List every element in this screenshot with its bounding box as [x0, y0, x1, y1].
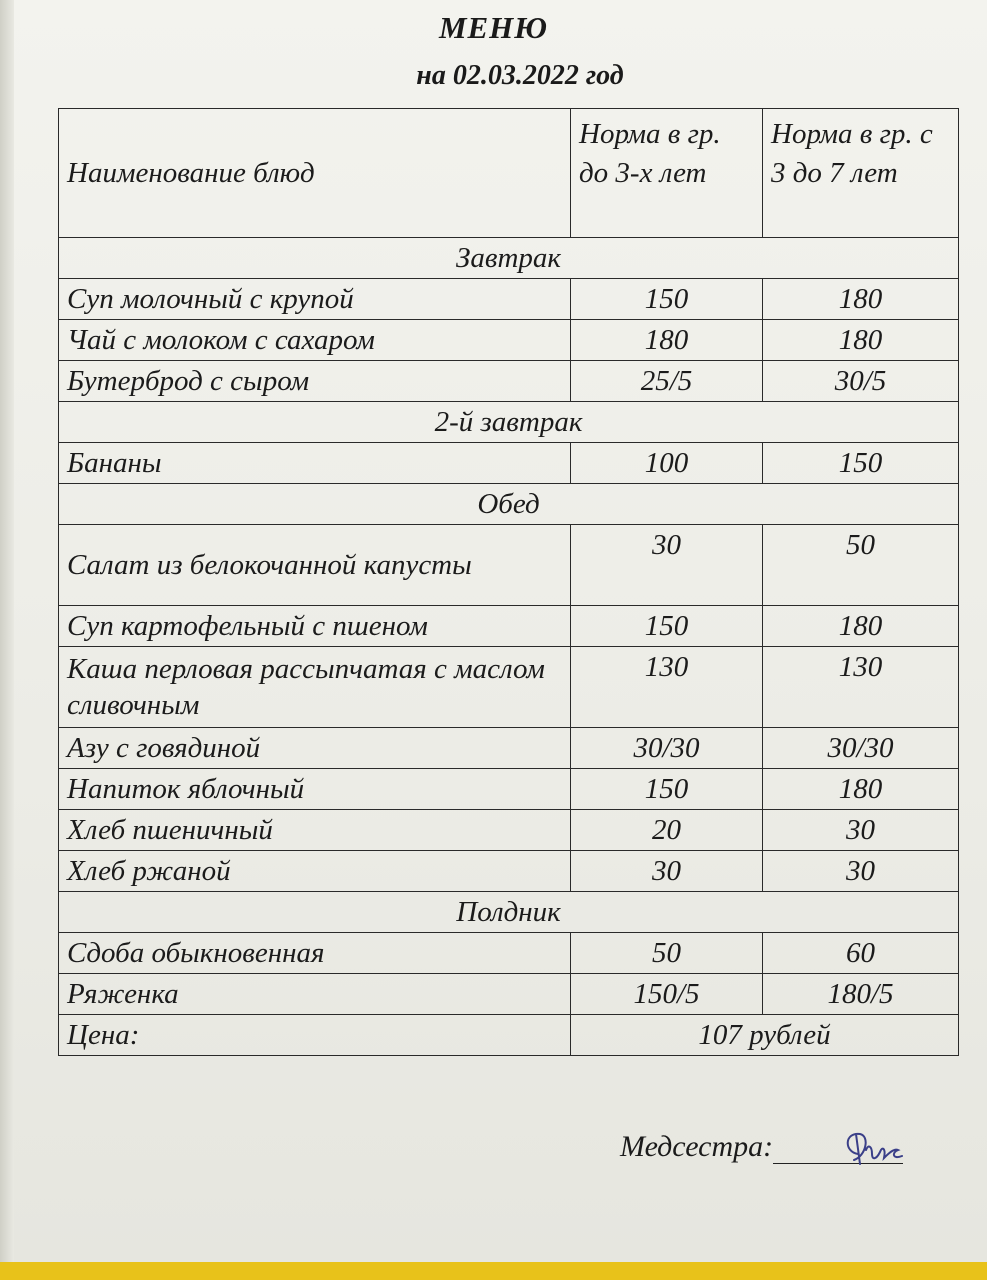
handwritten-signature [836, 1124, 916, 1174]
norm-under-3: 150/5 [571, 974, 763, 1015]
section-title-second-breakfast: 2-й завтрак [59, 402, 959, 443]
table-row [59, 974, 959, 1015]
dish-name: Сдоба обыкновенная [59, 933, 571, 974]
header-norm-under-3: Норма в гр. до 3-х лет [571, 109, 763, 238]
header-norm-3-to-7: Норма в гр. с 3 до 7 лет [763, 109, 959, 238]
menu-date: на 02.03.2022 год [416, 60, 624, 91]
nurse-label: Медсестра: [620, 1130, 774, 1163]
section-row [59, 402, 959, 443]
table-row [59, 851, 959, 892]
norm-under-3: 180 [571, 320, 763, 361]
dish-name: Каша перловая рассыпчатая с маслом сливочным [59, 647, 571, 728]
table-row [59, 606, 959, 647]
dish-name: Напиток яблочный [59, 769, 571, 810]
price-row [59, 1015, 959, 1056]
norm-under-3: 50 [571, 933, 763, 974]
yellow-background-strip [0, 1262, 987, 1280]
dish-name: Салат из белокочанной капусты [59, 525, 571, 606]
price-label: Цена: [59, 1015, 571, 1056]
norm-3-to-7: 60 [763, 933, 959, 974]
norm-under-3: 25/5 [571, 361, 763, 402]
menu-table [58, 108, 959, 1056]
section-title-afternoon-snack: Полдник [59, 892, 959, 933]
table-row [59, 525, 959, 606]
table-row [59, 647, 959, 728]
section-title-lunch: Обед [59, 484, 959, 525]
norm-3-to-7: 50 [763, 525, 959, 606]
section-title-breakfast: Завтрак [59, 238, 959, 279]
table-row [59, 361, 959, 402]
section-row [59, 484, 959, 525]
dish-name: Бутерброд с сыром [59, 361, 571, 402]
norm-under-3: 150 [571, 279, 763, 320]
norm-3-to-7: 30 [763, 810, 959, 851]
dish-name: Ряженка [59, 974, 571, 1015]
dish-name: Суп картофельный с пшеном [59, 606, 571, 647]
price-value: 107 рублей [571, 1015, 959, 1056]
norm-under-3: 30 [571, 525, 763, 606]
norm-3-to-7: 180 [763, 606, 959, 647]
table-row [59, 728, 959, 769]
norm-3-to-7: 150 [763, 443, 959, 484]
header-dish-name: Наименование блюд [59, 109, 571, 238]
table-row [59, 769, 959, 810]
norm-under-3: 100 [571, 443, 763, 484]
dish-name: Чай с молоком с сахаром [59, 320, 571, 361]
norm-under-3: 30 [571, 851, 763, 892]
table-row [59, 810, 959, 851]
table-row [59, 279, 959, 320]
paper-edge [0, 0, 14, 1262]
table-row [59, 933, 959, 974]
norm-3-to-7: 30 [763, 851, 959, 892]
norm-under-3: 130 [571, 647, 763, 728]
dish-name: Хлеб пшеничный [59, 810, 571, 851]
norm-under-3: 30/30 [571, 728, 763, 769]
norm-under-3: 150 [571, 769, 763, 810]
norm-3-to-7: 180 [763, 320, 959, 361]
norm-3-to-7: 180 [763, 769, 959, 810]
section-row [59, 892, 959, 933]
norm-under-3: 20 [571, 810, 763, 851]
norm-3-to-7: 130 [763, 647, 959, 728]
norm-under-3: 150 [571, 606, 763, 647]
dish-name: Суп молочный с крупой [59, 279, 571, 320]
norm-3-to-7: 30/5 [763, 361, 959, 402]
norm-3-to-7: 180/5 [763, 974, 959, 1015]
table-header-row [59, 109, 959, 238]
dish-name: Бананы [59, 443, 571, 484]
section-row [59, 238, 959, 279]
norm-3-to-7: 180 [763, 279, 959, 320]
page-title: МЕНЮ [438, 10, 549, 45]
dish-name: Азу с говядиной [59, 728, 571, 769]
table-row [59, 443, 959, 484]
table-row [59, 320, 959, 361]
dish-name: Хлеб ржаной [59, 851, 571, 892]
norm-3-to-7: 30/30 [763, 728, 959, 769]
